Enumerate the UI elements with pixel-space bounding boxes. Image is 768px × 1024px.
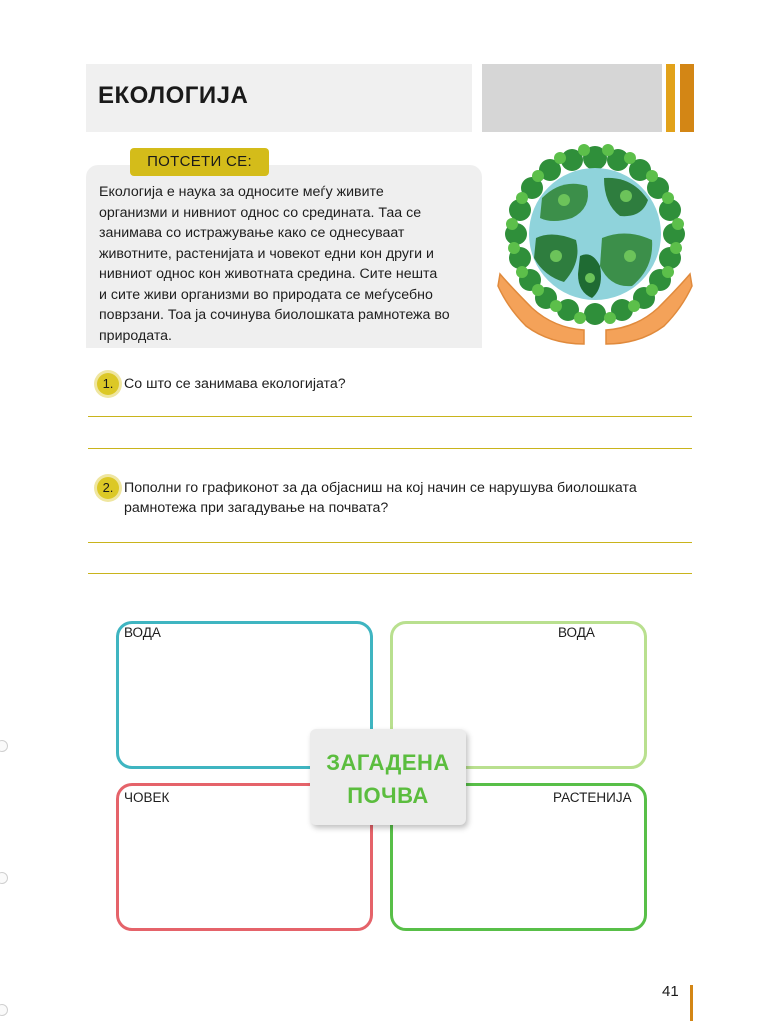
question-line: Со што се занимава екологијата? (124, 376, 346, 392)
reminder-line: занимава со истражување како се однесуваат (99, 225, 405, 241)
globe-with-trees-in-hands-icon (492, 138, 698, 350)
header-decor-block (482, 64, 662, 132)
question-number-badge: 2. (97, 477, 119, 499)
header-accent-bar-1 (666, 64, 675, 132)
diagram-label-human: ЧОВЕК (124, 790, 170, 805)
diagram-label-water-right: ВОДА (558, 625, 595, 640)
diagram-center-line: ЗАГАДЕНА (326, 750, 450, 775)
reminder-line: животните, растенијата и човекот едни кон други и (99, 245, 434, 262)
answer-line[interactable] (88, 573, 692, 574)
question-line: Пополни го графиконот за да објасниш на кој начин се нарушува биолошката (124, 480, 637, 496)
reminder-text (99, 182, 477, 346)
reminder-line: природата. (99, 327, 172, 344)
reminder-label: ПОТСЕТИ СЕ: (147, 153, 252, 170)
diagram-label-water-left: ВОДА (124, 625, 161, 640)
diagram-center-title (310, 746, 466, 812)
reminder-line: организми и нивниот однос со средината. Таа се (99, 204, 422, 221)
page-number: 41 (662, 983, 679, 1000)
page-title: ЕКОЛОГИЈА (98, 82, 249, 109)
question-1-text (124, 374, 684, 394)
answer-line[interactable] (88, 448, 692, 449)
header-accent-bar-2 (680, 64, 694, 132)
reminder-line: Екологија е наука за односите меѓу живите (99, 184, 384, 200)
reminder-line: нивниот однос кон животната средина. Сите нешта (99, 266, 438, 282)
question-number-badge: 1. (97, 373, 119, 395)
binding-hole-mark (0, 740, 8, 752)
question-2-text (124, 478, 684, 518)
diagram-center-line: ПОЧВА (347, 783, 429, 808)
binding-hole-mark (0, 1004, 8, 1016)
diagram-label-plants: РАСТЕНИЈА (553, 790, 632, 805)
question-line: рамнотежа при загадување на почвата? (124, 500, 389, 516)
answer-line[interactable] (88, 416, 692, 417)
reminder-line: поврзани. Тоа ја сочинува биолошката рамнотежа во (99, 307, 450, 323)
page-number-accent-bar (690, 985, 693, 1021)
binding-hole-mark (0, 872, 8, 884)
reminder-line: и сите живи организми во природата се меѓусебно (99, 286, 433, 303)
answer-line[interactable] (88, 542, 692, 543)
